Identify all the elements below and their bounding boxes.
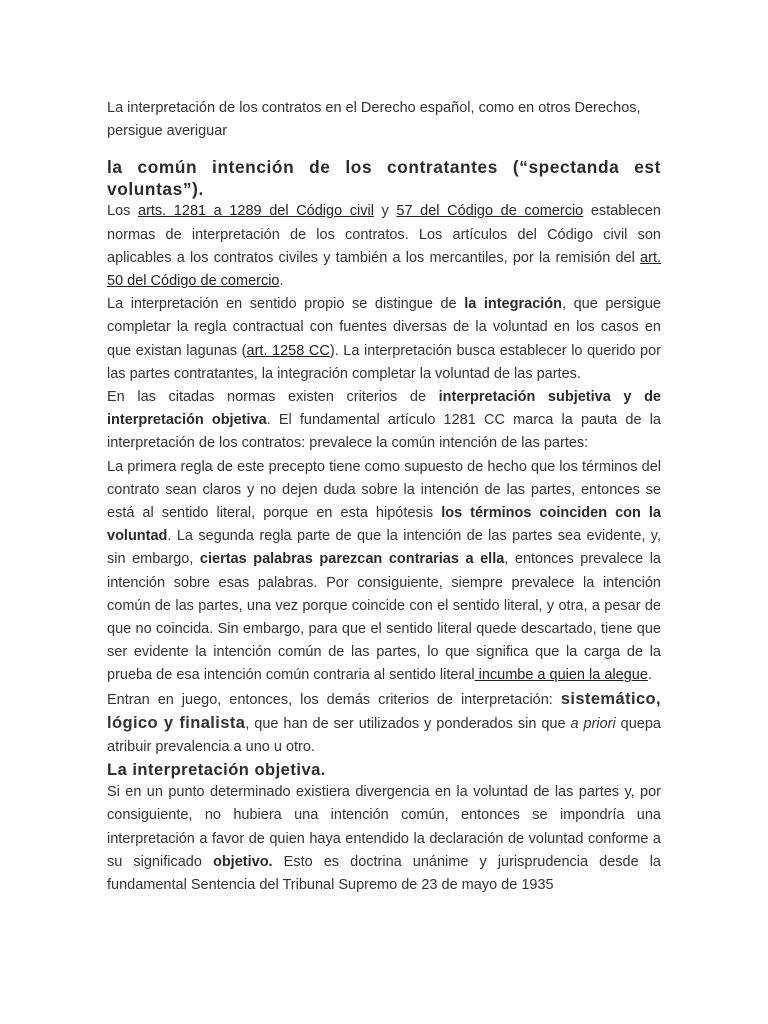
link-art-57-codigo-comercio[interactable]: 57 del Código de comercio (396, 203, 584, 220)
text: Si en un punto determinado existiera divergencia en la voluntad de las partes y, por consiguiente, no hubiera una intención común, entonces se impondría una interpretación a favor de quien haya entendido la declaración de voluntad conforme a su significado (107, 784, 661, 870)
heading-objective-interpretation: La interpretación objetiva. (107, 761, 326, 780)
paragraph-objective (107, 781, 661, 897)
text: . (279, 273, 284, 290)
bold-text: interpretación subjetiva y de interpretación objetiva (107, 389, 661, 429)
link-art-50-codigo-comercio[interactable]: art. 50 del Código de comercio (107, 249, 661, 290)
bold-text: la integración (464, 296, 562, 313)
text: . El fundamental artículo 1281 CC marca la pauta de la interpretación de los contratos: prevalece la común intención de las partes: (107, 412, 661, 452)
heading-common-intention: la común intención de los contratantes (“spectanda est voluntas”). (107, 157, 661, 200)
text: , entonces prevalece la intención sobre esas palabras. Por consiguiente, siempre prevalece la intención común de las partes, una vez porque coincide con el sentido literal, y otra, a pesar de que no coincida. Sin embargo, para que el sentido literal quede descartado, tiene que ser evidente la intención común de las partes, lo que significa que la carga de la prueba de esa intención común contraria al sentido literal (107, 551, 661, 684)
text: ). La interpretación busca establecer lo querido por las partes contratantes, la integración completar la voluntad de las partes. (107, 342, 661, 382)
text: La primera regla de este precepto tiene como supuesto de hecho que los términos del contrato sean claros y no dejen duda sobre la intención de las partes, entonces se está al sentido literal, porque en esta hipótesis (107, 458, 661, 522)
bold-text: los términos coinciden con la voluntad (107, 505, 661, 545)
bold-text: ciertas palabras parezcan contrarias a ella (199, 551, 505, 568)
paragraph-articles (107, 200, 661, 293)
paragraph-criteria (107, 386, 661, 456)
link-arts-1281-1289-codigo-civil[interactable]: arts. 1281 a 1289 del Código civil (138, 203, 374, 220)
italic-text: a priori (570, 715, 616, 732)
bold-large-text: sistemático, lógico y finalista (107, 689, 661, 732)
text: , que persigue completar la regla contractual con fuentes diversas de la voluntad en los casos en que existan lagunas ( (107, 296, 661, 359)
paragraph-other-criteria (107, 688, 661, 760)
text: y (373, 203, 397, 220)
intro-paragraph (107, 97, 661, 143)
link-art-1258-cc[interactable]: art. 1258 CC (246, 342, 330, 359)
text: quepa atribuir prevalencia a uno u otro. (107, 715, 661, 756)
text: Esto es doctrina unánime y jurisprudencia desde la fundamental Sentencia del Tribunal Supremo de 23 de mayo de 1935 (107, 853, 661, 894)
text: Los (107, 203, 138, 220)
document-page (107, 97, 661, 897)
text: . (647, 667, 652, 684)
text: En las citadas normas existen criterios de (107, 389, 439, 406)
intro-text: La interpretación de los contratos en el Derecho español, como en otros Derechos, persigue averiguar (107, 100, 641, 140)
bold-text: objetivo. (212, 853, 273, 870)
text: , que han de ser utilizados y ponderados sin que (245, 715, 571, 732)
text: Entran en juego, entonces, los demás criterios de interpretación: (107, 691, 561, 708)
text: establecen normas de interpretación de los contratos. Los artículos del Código civil son aplicables a los contratos civiles y también a los mercantiles, por la remisión del (107, 203, 661, 266)
link-incumbe-a-quien-la-alegue[interactable]: incumbe a quien la alegue (474, 667, 648, 684)
paragraph-first-rule (107, 456, 661, 688)
paragraph-integration (107, 293, 661, 386)
text: . La segunda regla parte de que la intención de las partes sea evidente, y, sin embargo, (107, 528, 661, 568)
text: La interpretación en sentido propio se distingue de (107, 296, 465, 313)
